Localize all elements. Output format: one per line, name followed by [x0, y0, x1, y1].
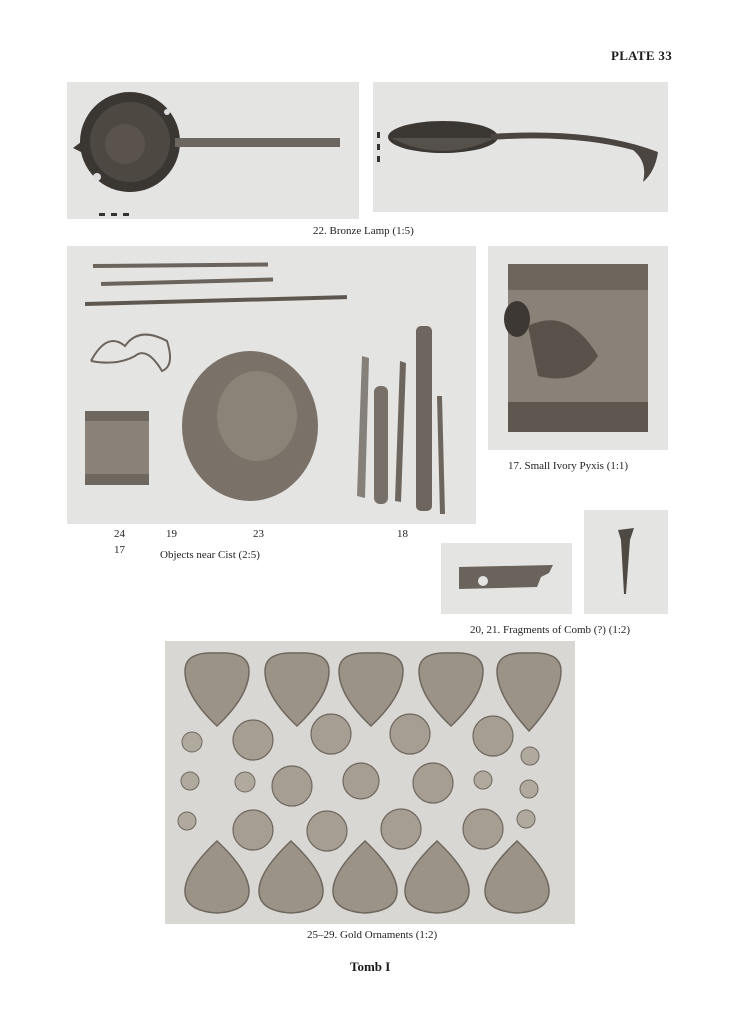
caption-small-ivory-pyxis: 17. Small Ivory Pyxis (1:1)	[508, 460, 629, 472]
caption-fragments-of-comb: 20, 21. Fragments of Comb (?) (1:2)	[470, 624, 631, 636]
small-ivory-pyxis-photo	[488, 246, 668, 450]
object-number-19: 19	[166, 528, 177, 540]
bronze-lamp-photo-side	[373, 82, 668, 212]
object-number-17: 17	[114, 544, 125, 556]
object-number-23: 23	[253, 528, 264, 540]
comb-fragment-21-photo	[584, 510, 668, 614]
caption-gold-ornaments: 25–29. Gold Ornaments (1:2)	[307, 929, 438, 941]
object-number-24: 24	[114, 528, 125, 540]
object-number-18: 18	[397, 528, 408, 540]
gold-ornaments-photo	[165, 641, 575, 924]
objects-near-cist-photo	[67, 246, 476, 524]
page-footer-tomb: Tomb I	[350, 959, 391, 974]
caption-bronze-lamp: 22. Bronze Lamp (1:5)	[313, 225, 414, 237]
caption-objects-near-cist: Objects near Cist (2:5)	[160, 549, 260, 561]
plate-title: PLATE 33	[610, 48, 672, 63]
bronze-lamp-photo-top	[67, 82, 359, 219]
comb-fragment-20-photo	[441, 543, 572, 614]
